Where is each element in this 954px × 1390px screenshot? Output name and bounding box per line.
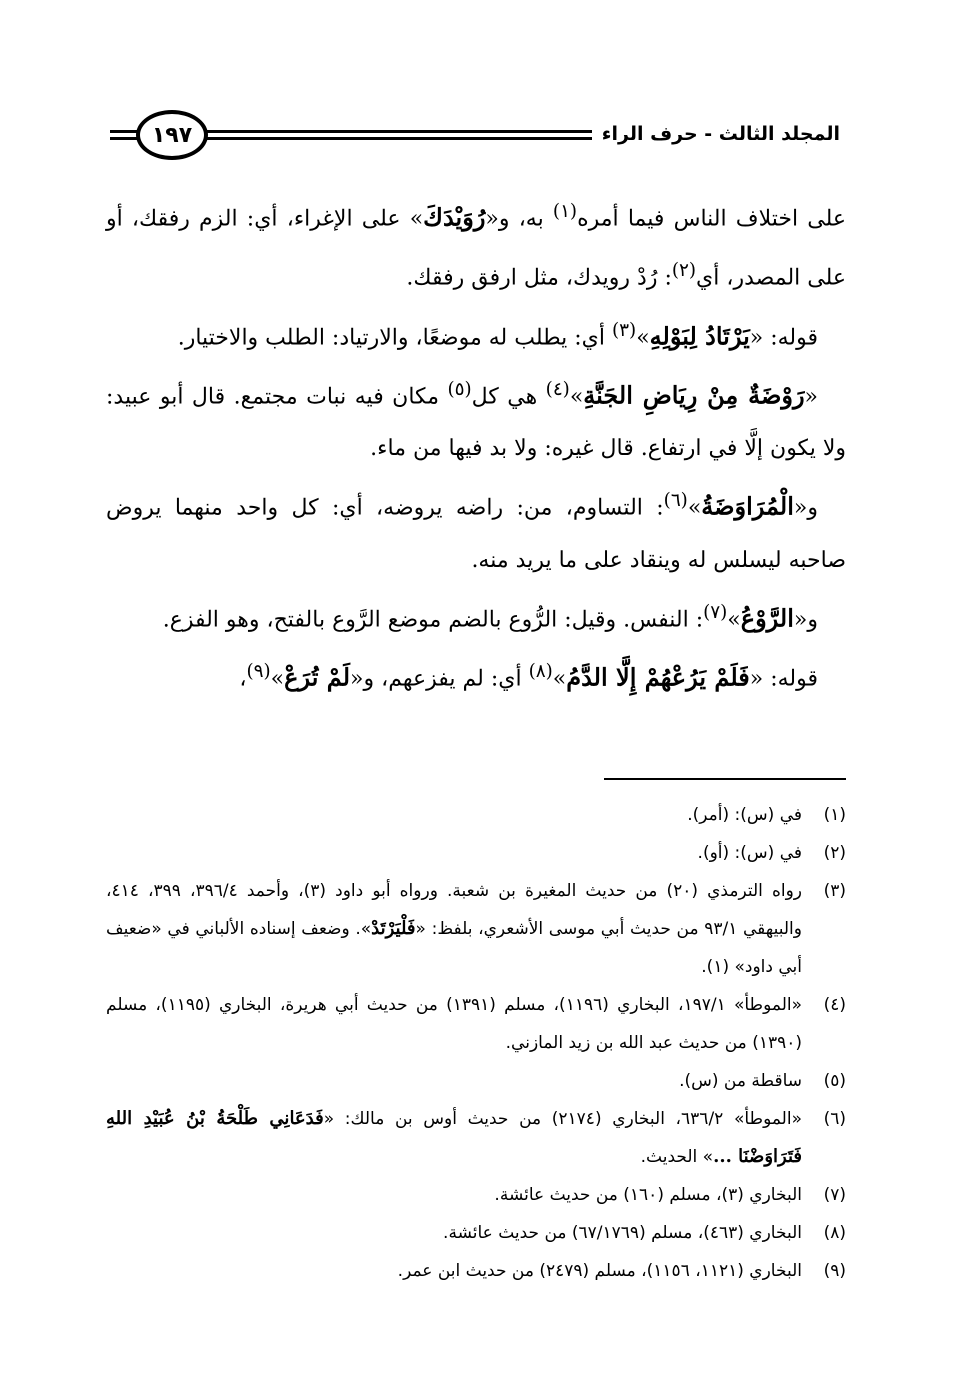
footnote-text: «الموطأ» ١٩٧/١، البخاري (١١٩٦)، مسلم (١٣٩١) من حديث أبي هريرة، البخاري (١١٩٥)، مسلم (١٣٩٠) من حديث عبد الله بن زيد المازني. (106, 995, 802, 1053)
paragraph: «رَوْضَةٌ مِنْ رِيَاضِ الجَنَّةِ»$^{(٤)}$ هي كل$^{(٥)}$ مكان فيه نبات مجتمع. قال أبو عبيد: ولا يكون إلَّا في ارتفاع. قال غيره: ولا بد فيها من ماء. (106, 378, 846, 462)
quoted-term: رُوَيْدَكَ (423, 202, 486, 232)
quoted-term: لَمْ تُرَعْ (284, 662, 351, 692)
footnote-number: (٣) (823, 881, 846, 901)
footnote-item (106, 1214, 846, 1252)
paragraph: قوله: «فَلَمْ يَرُعْهُمْ إِلَّا الدَّمُ»$^{(٨)}$ أي: لم يفزعهم، و«لَمْ تُرَعْ»$^{(٩)}$، (239, 660, 818, 692)
footnote-ref[interactable]: (٦) (663, 490, 688, 512)
footnote-item (106, 872, 846, 986)
main-text (106, 186, 846, 705)
footnote-ref[interactable]: (٥) (447, 378, 472, 400)
footnote-number: (٩) (823, 1261, 846, 1281)
footnote-number: (٤) (823, 995, 846, 1015)
footnote-text: «الموطأ» ٦٣٦/٢، البخاري (٢١٧٤) من حديث أوس بن مالك: «فَدَعَانِي طَلْحَةُ بْنُ عُبَيْدِ اللهِ فَتَرَاوَضْنَا ...» الحديث. (106, 1108, 802, 1167)
footnote-ref[interactable]: (٨) (528, 660, 553, 682)
footnote-ref[interactable]: (٩) (246, 660, 271, 682)
footnote-item (106, 796, 846, 834)
paragraph: على اختلاف الناس فيما أمره$^{(١)}$ به، و«رُوَيْدَكَ» على الإغراء، أي: الزم رفقك، أو على المصدر، أي$^{(٢)}$: رُدْ رويدك، مثل ارفق رفقك. (106, 201, 847, 291)
quoted-term: فَلْيَرْتَدْ (371, 918, 416, 939)
footnote-number: (٨) (823, 1223, 846, 1243)
footnote-item (106, 1062, 846, 1100)
footnote-item (106, 986, 846, 1062)
footnote-ref[interactable]: (١) (552, 201, 578, 222)
footnote-text: ساقطة من (س). (679, 1071, 802, 1091)
footnote-number: (١) (823, 805, 846, 825)
footnote-separator (604, 778, 846, 780)
running-header: المجلد الثالث - حرف الراء (592, 118, 846, 150)
footnote-item (106, 834, 846, 872)
quoted-term: الْمُرَاوَضَةُ (701, 491, 794, 521)
footnote-text: البخاري (١١٢١، ١١٥٦)، مسلم (٢٤٧٩) من حديث ابن عمر. (397, 1261, 802, 1281)
footnotes (106, 796, 846, 1290)
footnote-item (106, 1176, 846, 1214)
quoted-term: فَلَمْ يَرُعْهُمْ إِلَّا الدَّمُ (566, 662, 750, 692)
footnote-ref[interactable]: (٤) (545, 378, 570, 400)
quoted-term: يَرْتَادُ لِبَوْلِهِ (649, 320, 750, 350)
footnote-text: البخاري (٤٦٣)، مسلم (٦٧/١٧٦٩) من حديث عائشة. (443, 1223, 802, 1243)
footnote-ref[interactable]: (٣) (612, 319, 637, 341)
footnote-text: في (س): (أمر). (687, 805, 802, 825)
footnote-number: (٧) (823, 1185, 846, 1205)
paragraph: و«الرَّوْعُ»$^{(٧)}$: النفس. وقيل: الرُّوع بالضم موضع الرَّوع بالفتح، وهو الفزع. (162, 601, 818, 632)
quoted-term: رَوْضَةٌ مِنْ رِيَاضِ الجَنَّةِ (583, 380, 805, 410)
footnote-text: رواه الترمذي (٢٠) من حديث المغيرة بن شعبة. ورواه أبو داود (٣)، وأحمد ٣٩٦/٤، ٣٩٩، ٤١٤، والبيهقي ٩٣/١ من حديث أبي موسى الأشعري، بلفظ: «فَلْيَرْتَدْ». وضعف إسناده الألباني في «ضعيف أبي داود» (١). (106, 881, 803, 977)
footnote-number: (٢) (823, 843, 846, 863)
footnote-ref[interactable]: (٢) (671, 260, 697, 282)
footnote-number: (٦) (823, 1109, 846, 1129)
footnote-text: البخاري (٣)، مسلم (١٦٠) من حديث عائشة. (494, 1185, 802, 1205)
paragraph: و«الْمُرَاوَضَةُ»$^{(٦)}$: التساوم، من: راضه يروضه، أي: كل واحد منهما يروض صاحبه ليسلس له وينقاد على ما يريد منه. (106, 490, 846, 573)
paragraph: قوله: «يَرْتَادُ لِبَوْلِهِ»$^{(٣)}$ أي: يطلب له موضعًا، والارتياد: الطلب والاختيار. (177, 319, 818, 350)
footnote-item (106, 1252, 846, 1290)
page-number: ١٩٧ (136, 110, 208, 160)
footnote-text: في (س): (أو). (697, 843, 802, 863)
quoted-term: الرَّوْعُ (740, 602, 794, 632)
footnote-item (106, 1100, 846, 1176)
footnote-ref[interactable]: (٧) (703, 601, 728, 623)
footnote-number: (٥) (823, 1071, 846, 1091)
quoted-term: فَدَعَانِي طَلْحَةُ بْنُ عُبَيْدِ اللهِ فَتَرَاوَضْنَا ... (106, 1108, 802, 1167)
